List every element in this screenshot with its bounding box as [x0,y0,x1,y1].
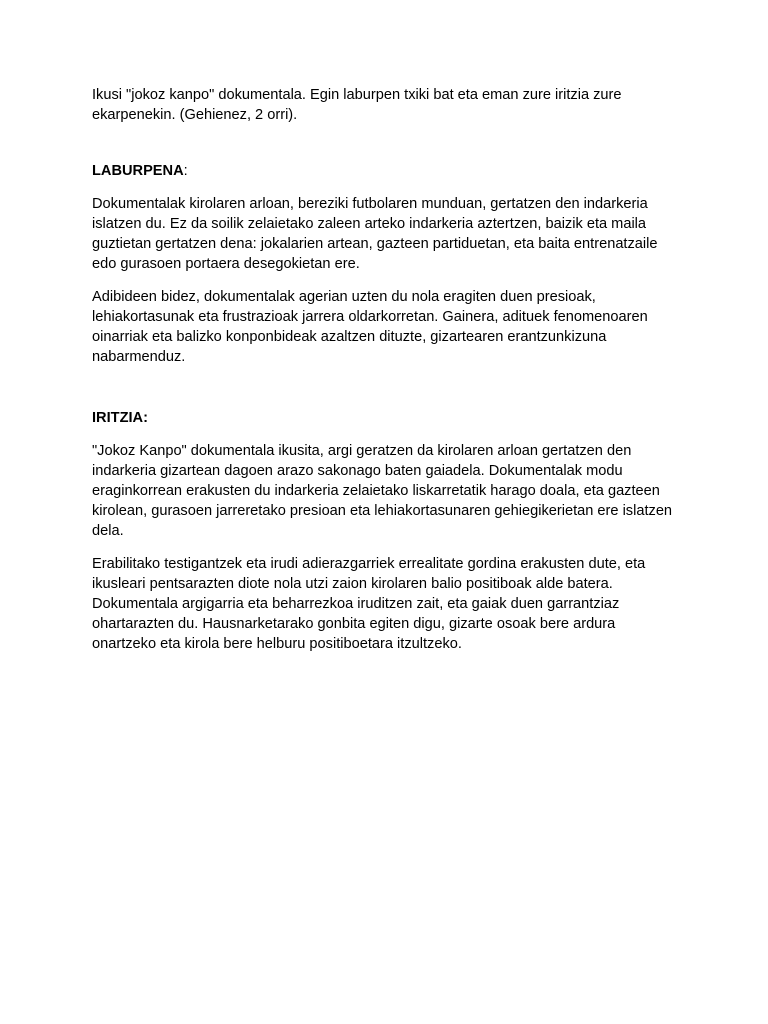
assignment-instructions: Ikusi "jokoz kanpo" dokumentala. Egin laburpen txiki bat eta eman zure iritzia zure ekarpenekin. (Gehienez, 2 orri). [92,87,622,123]
opinion-heading [92,408,678,428]
summary-heading [92,161,678,181]
opinion-paragraph-1: "Jokoz Kanpo" dokumentala ikusita, argi geratzen da kirolaren arloan gertatzen den indarkeria gizartean dagoen arazo sakonago baten gaiadela. Dokumentalak modu eraginkorrean erakusten du indarkeria zelaietako liskarretatik harago doala, eta gazteen kirolean, gurasoen jarreretako presioan eta lehiakortasunaren gehiegikerietan ere islatzen dela. [92,443,673,539]
opinion-paragraph-2: Erabilitako testigantzek eta irudi adierazgarriek errealitate gordina erakusten dute, eta ikusleari pentsarazten diote nola utzi zaion kirolaren balio positiboak alde batera. Dokumentala argigarria eta beharrezkoa iruditzen zait, eta gaiak duen garrantziaz ohartarazten du. Hausnarketarako gonbita egiten digu, gizarte osoak bere ardura onartzeko eta kirola bere helburu positiboetara itzultzeko. [92,556,646,652]
summary-paragraph-2: Adibideen bidez, dokumentalak agerian uzten du nola eragiten duen presioak, lehiakortasunak eta frustrazioak jarrera oldarkorretan. Gainera, adituek fenomenoaren oinarriak eta balizko konponbideak azaltzen dituzte, gizartearen erantzunkizuna nabarmenduz. [92,289,648,365]
summary-paragraph-1: Dokumentalak kirolaren arloan, bereziki futbolaren munduan, gertatzen den indarkeria islatzen du. Ez da soilik zelaietako zaleen arteko indarkeria aztertzen, baizik eta maila guztietan gertatzen dena: jokalarien artean, gazteen partiduetan, eta baita entrenatzaile edo gurasoen portaera desegokietan ere. [92,196,658,272]
opinion-heading-label: IRITZIA: [92,410,148,426]
summary-heading-label: LABURPENA [92,163,184,179]
summary-heading-colon: : [183,163,188,179]
